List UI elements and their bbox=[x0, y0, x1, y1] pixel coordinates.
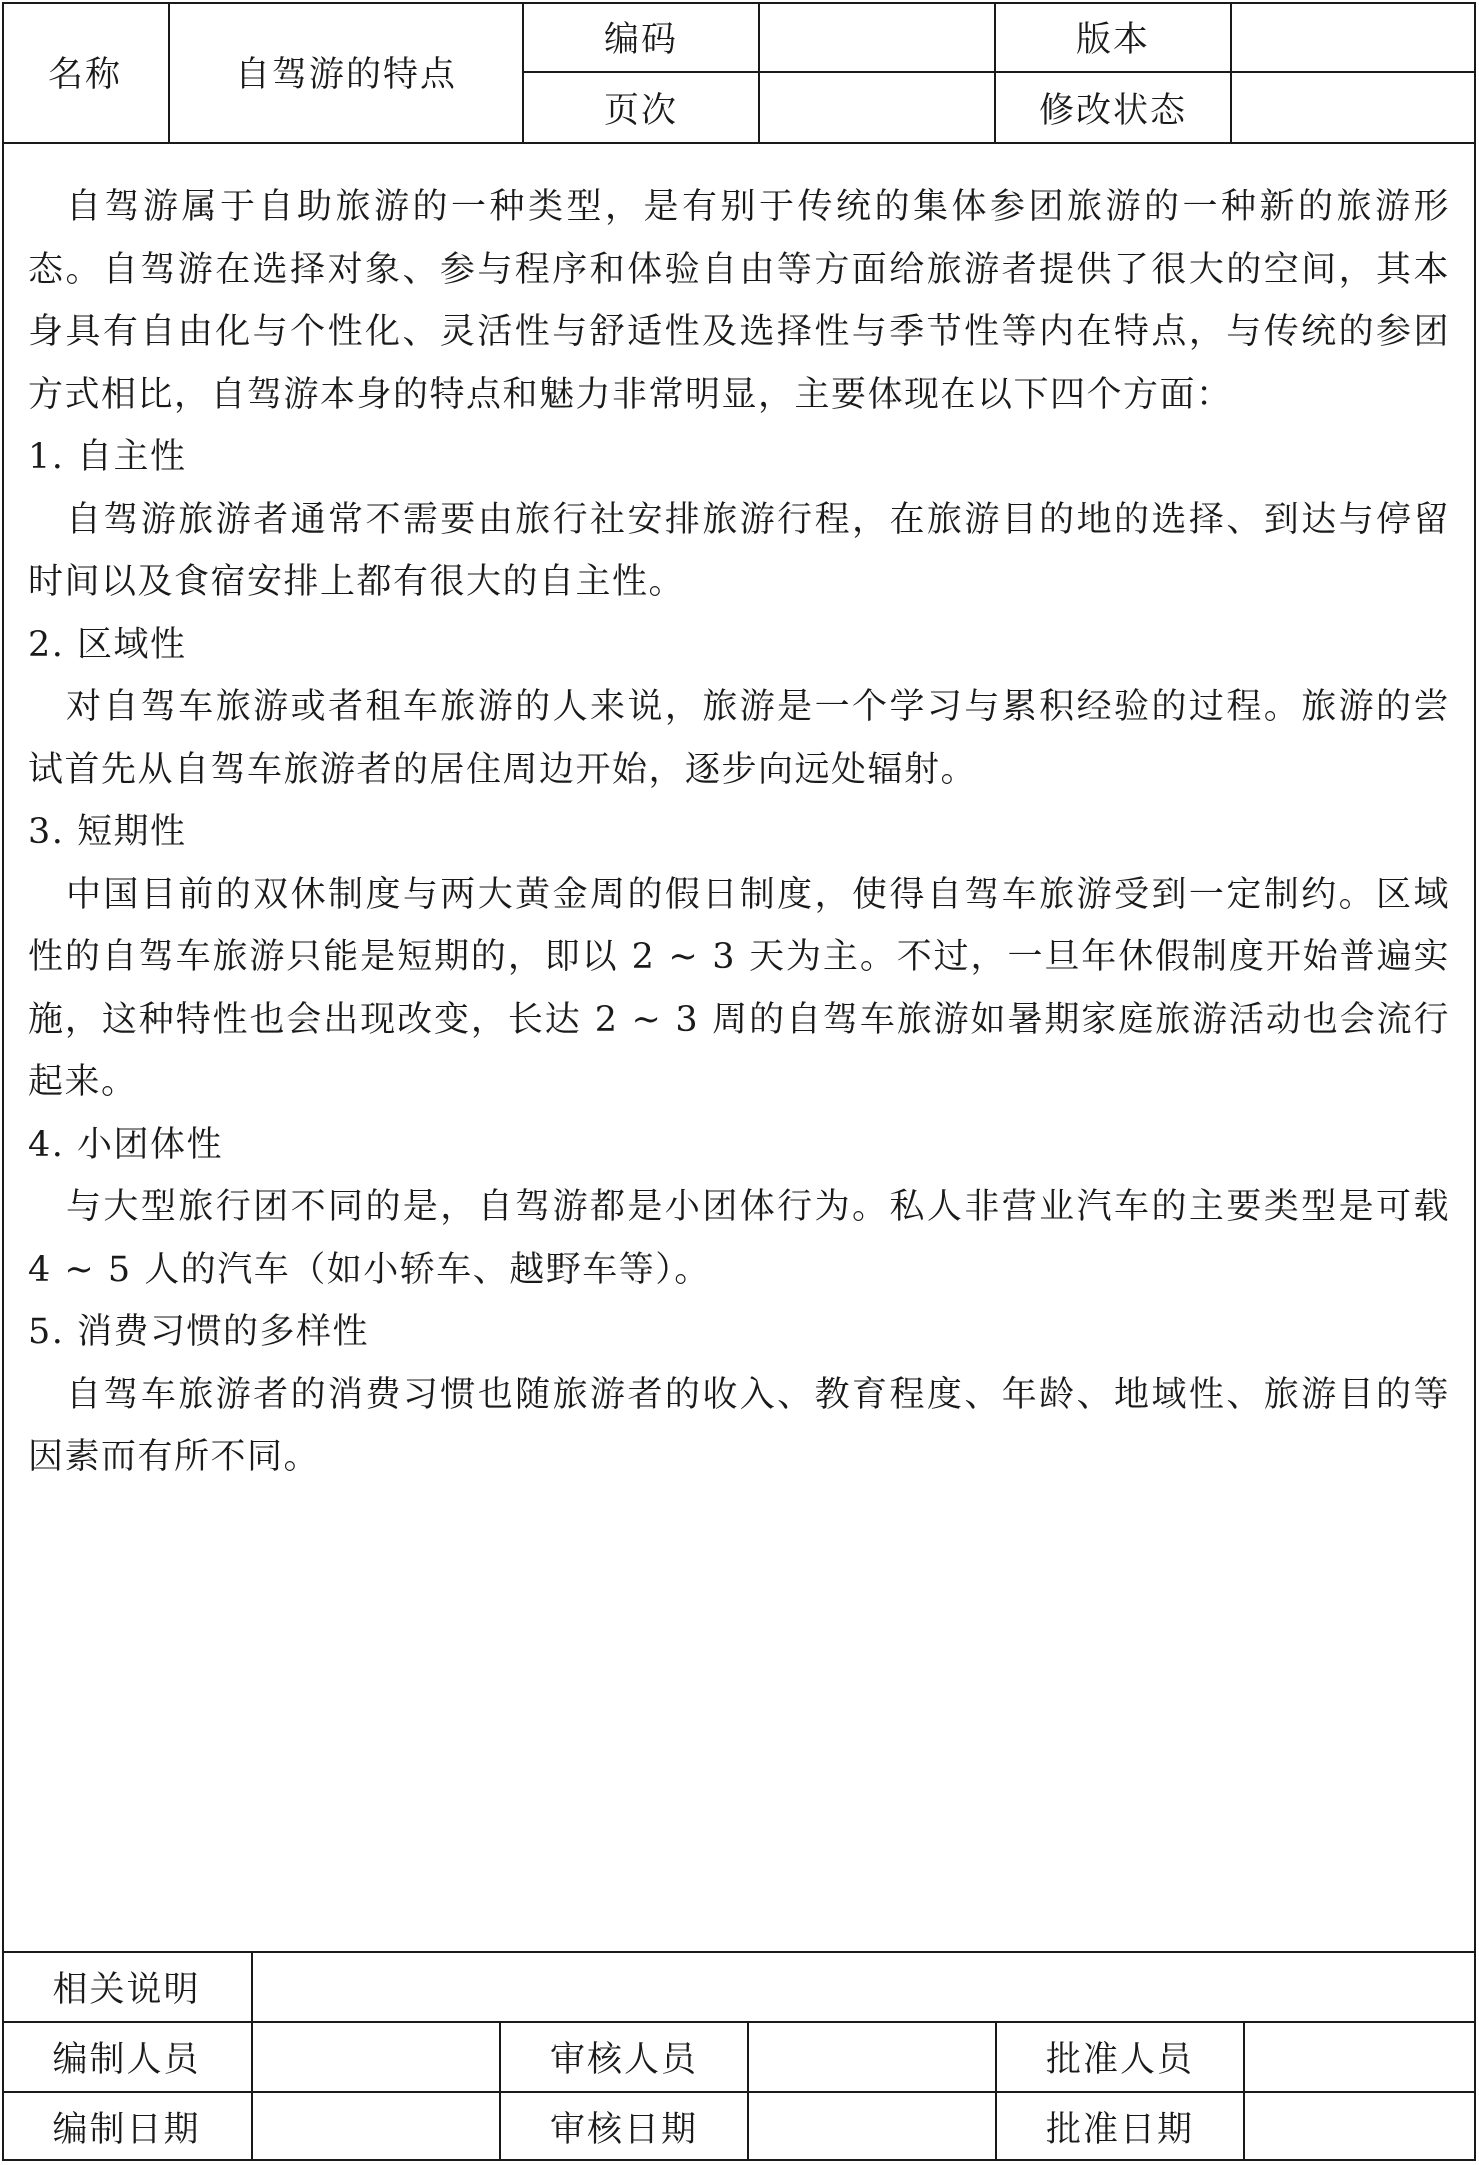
code-label: 编码 bbox=[523, 2, 759, 72]
notes-value bbox=[252, 1952, 1476, 2022]
editor-value bbox=[252, 2022, 500, 2092]
revision-value bbox=[1231, 72, 1476, 143]
intro-paragraph: 自驾游属于自助旅游的一种类型，是有别于传统的集体参团旅游的一种新的旅游形态。自驾游在选择对象、参与程序和体验自由等方面给旅游者提供了很大的空间，其本身具有自由化与个性化、灵活性与舒适性及选择性与季节性等内在特点，与传统的参团方式相比，自驾游本身的特点和魅力非常明显，主要体现在以下四个方面： bbox=[28, 187, 1450, 415]
version-value bbox=[1231, 2, 1476, 72]
reviewer-value bbox=[748, 2022, 996, 2092]
section-heading: 3. 短期性 bbox=[28, 812, 187, 852]
approve-date-value bbox=[1244, 2092, 1476, 2161]
version-label: 版本 bbox=[995, 2, 1231, 72]
name-value: 自驾游的特点 bbox=[169, 2, 523, 143]
header-table bbox=[2, 2, 1476, 144]
section-paragraph: 对自驾车旅游或者租车旅游的人来说，旅游是一个学习与累积经验的过程。旅游的尝试首先从自驾车旅游者的居住周边开始，逐步向远处辐射。 bbox=[28, 687, 1450, 790]
section-paragraph: 与大型旅行团不同的是，自驾游都是小团体行为。私人非营业汽车的主要类型是可载 4 ~ 5 人的汽车（如小轿车、越野车等）。 bbox=[28, 1187, 1450, 1290]
section-paragraph: 自驾车旅游者的消费习惯也随旅游者的收入、教育程度、年龄、地域性、旅游目的等因素而有所不同。 bbox=[28, 1374, 1450, 1477]
edit-date-value bbox=[252, 2092, 500, 2161]
reviewer-label: 审核人员 bbox=[500, 2022, 748, 2092]
section-paragraph: 中国目前的双休制度与两大黄金周的假日制度，使得自驾车旅游受到一定制约。区域性的自驾车旅游只能是短期的，即以 2 ~ 3 天为主。不过，一旦年休假制度开始普遍实施，这种特性也会出现改变，长达 2 ~ 3 周的自驾车旅游如暑期家庭旅游活动也会流行起来。 bbox=[28, 874, 1450, 1102]
section-heading: 5. 消费习惯的多样性 bbox=[28, 1312, 370, 1352]
footer-table bbox=[2, 1951, 1476, 2161]
section-heading: 1. 自主性 bbox=[28, 437, 187, 477]
review-date-value bbox=[748, 2092, 996, 2161]
edit-date-label: 编制日期 bbox=[2, 2092, 252, 2161]
approver-label: 批准人员 bbox=[996, 2022, 1244, 2092]
editor-label: 编制人员 bbox=[2, 2022, 252, 2092]
revision-label: 修改状态 bbox=[995, 72, 1231, 143]
document-body bbox=[4, 144, 1474, 1954]
section-paragraph: 自驾游旅游者通常不需要由旅行社安排旅游行程，在旅游目的地的选择、到达与停留时间以及食宿安排上都有很大的自主性。 bbox=[28, 499, 1450, 602]
name-label: 名称 bbox=[2, 2, 169, 143]
section-heading: 4. 小团体性 bbox=[28, 1124, 224, 1165]
notes-label: 相关说明 bbox=[2, 1952, 252, 2022]
approve-date-label: 批准日期 bbox=[996, 2092, 1244, 2161]
document-page bbox=[2, 2, 1476, 2161]
code-value bbox=[759, 2, 995, 72]
page-label: 页次 bbox=[523, 72, 759, 143]
page-value bbox=[759, 72, 995, 143]
review-date-label: 审核日期 bbox=[500, 2092, 748, 2161]
section-heading: 2. 区域性 bbox=[28, 624, 187, 665]
approver-value bbox=[1244, 2022, 1476, 2092]
